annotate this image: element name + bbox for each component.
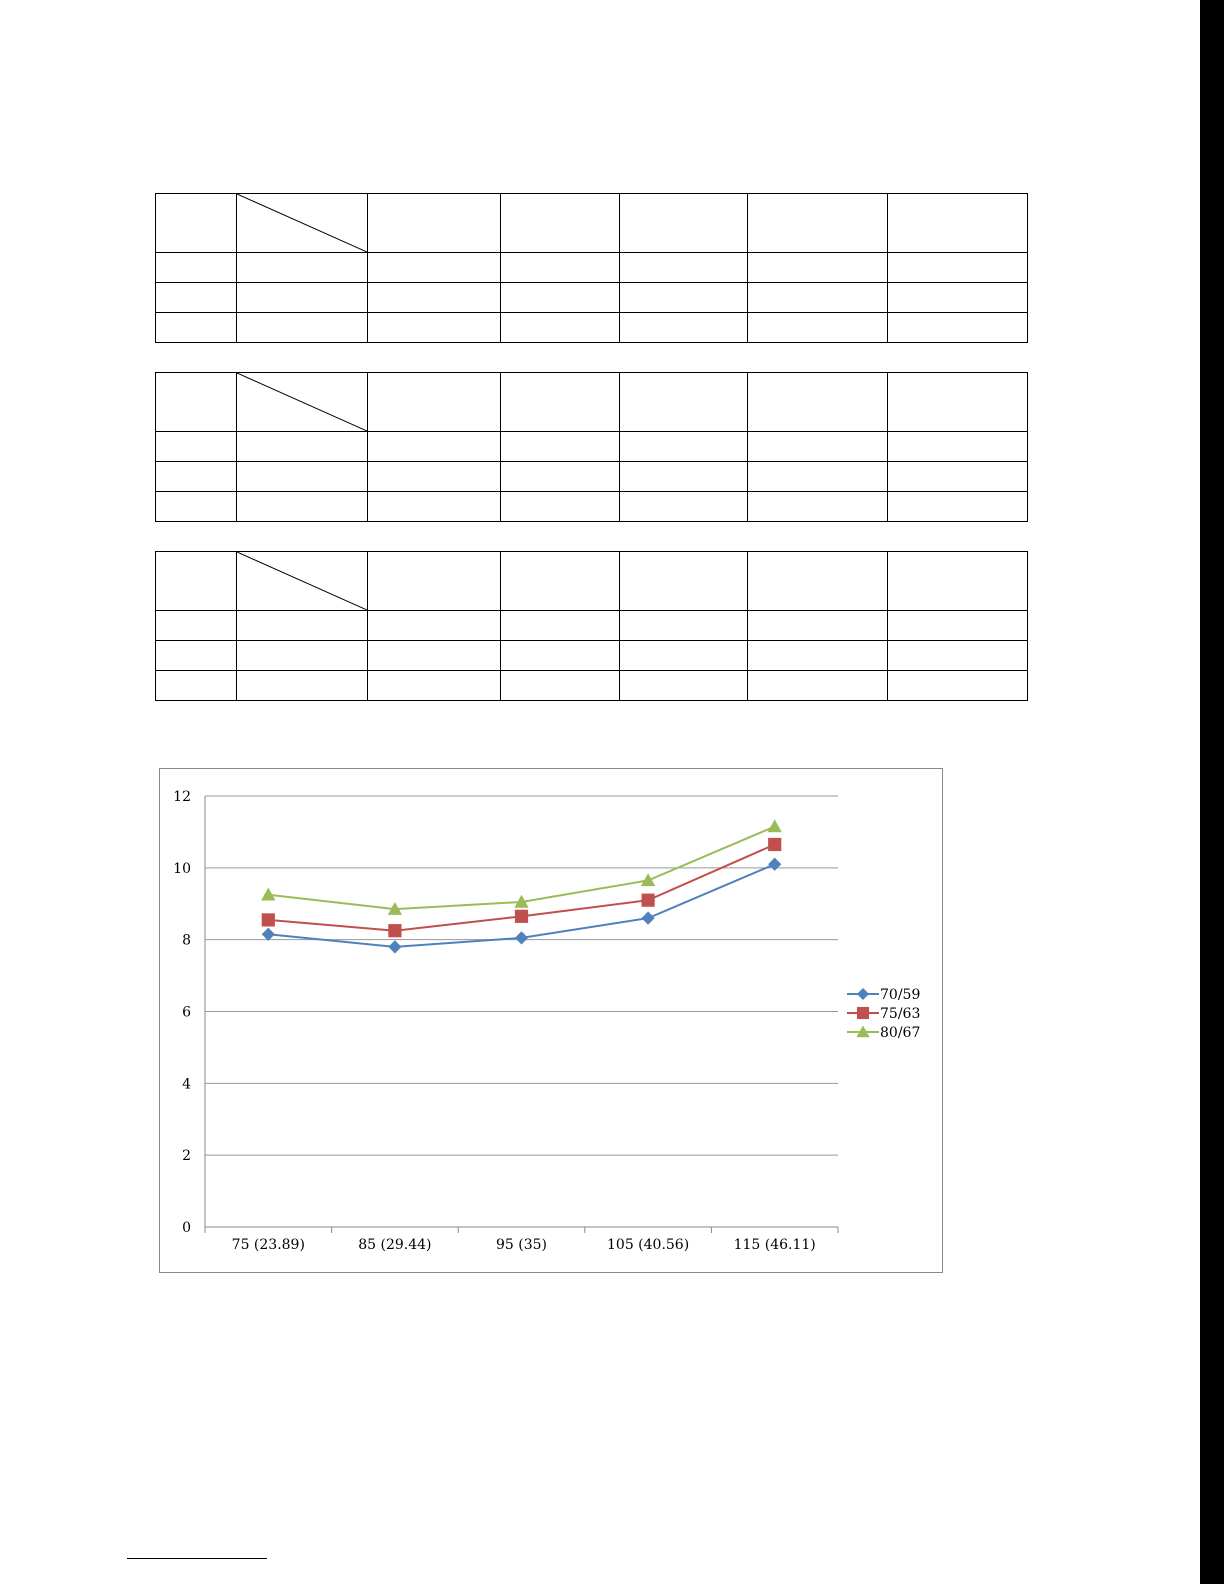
y-tick-label: 4 (182, 1076, 191, 1093)
table-cell (888, 283, 1028, 313)
y-tick-label: 2 (182, 1148, 191, 1165)
legend-label: 75/63 (880, 1006, 921, 1022)
table-cell (888, 194, 1028, 253)
table-cell (748, 432, 888, 462)
data-point (642, 912, 655, 925)
table-cell (501, 253, 620, 283)
table-cell (748, 283, 888, 313)
table-cell (620, 313, 748, 343)
table-cell (368, 671, 501, 701)
table-cell (748, 641, 888, 671)
table-cell (748, 611, 888, 641)
table-cell (501, 671, 620, 701)
table-cell (156, 253, 237, 283)
table-cell (156, 194, 237, 253)
table-cell (748, 194, 888, 253)
table-cell (748, 253, 888, 283)
x-tick-label: 105 (40.56) (607, 1237, 690, 1253)
page-edge (1200, 0, 1224, 1584)
table-cell (888, 432, 1028, 462)
table-cell (368, 313, 501, 343)
data-point (388, 940, 401, 953)
table-row (156, 313, 1028, 343)
legend-label: 70/59 (880, 987, 921, 1003)
table-cell (368, 253, 501, 283)
table-cell (368, 373, 501, 432)
table-cell (888, 552, 1028, 611)
data-point (641, 873, 655, 886)
table-cell (237, 611, 368, 641)
table-cell (237, 253, 368, 283)
table-cell (620, 611, 748, 641)
table-cell (156, 552, 237, 611)
table-cell (501, 283, 620, 313)
table-header-row (156, 373, 1028, 432)
data-point (388, 924, 401, 937)
data-point (515, 910, 528, 923)
table-cell (156, 641, 237, 671)
table-cell (888, 641, 1028, 671)
x-tick-label: 85 (29.44) (358, 1237, 432, 1253)
table-cell (748, 492, 888, 522)
table-cell (620, 492, 748, 522)
table-cell (501, 194, 620, 253)
data-table-3 (155, 551, 1028, 701)
data-point (515, 931, 528, 944)
data-point (768, 838, 781, 851)
data-table-1 (155, 193, 1028, 343)
table-cell (620, 552, 748, 611)
table-cell (368, 492, 501, 522)
table-cell (156, 283, 237, 313)
line-chart (159, 768, 943, 1273)
table-row (156, 432, 1028, 462)
table-cell (368, 641, 501, 671)
y-tick-label: 8 (182, 932, 191, 949)
y-tick-label: 10 (173, 860, 191, 877)
table-row (156, 462, 1028, 492)
table-cell (620, 641, 748, 671)
table-row (156, 641, 1028, 671)
table-row (156, 283, 1028, 313)
diagonal-header-cell (237, 552, 368, 611)
table-cell (501, 641, 620, 671)
table-cell (888, 492, 1028, 522)
table-cell (156, 462, 237, 492)
table-cell (620, 283, 748, 313)
table-cell (888, 671, 1028, 701)
x-tick-label: 75 (23.89) (231, 1237, 305, 1253)
table-header-row (156, 194, 1028, 253)
table-cell (501, 373, 620, 432)
table-cell (888, 611, 1028, 641)
table-cell (888, 253, 1028, 283)
footnote-separator (127, 1558, 267, 1559)
table-cell (237, 313, 368, 343)
table-cell (156, 313, 237, 343)
table-cell (237, 492, 368, 522)
table-row (156, 253, 1028, 283)
table-cell (237, 283, 368, 313)
table-cell (501, 432, 620, 462)
y-tick-label: 6 (182, 1004, 191, 1021)
table-cell (501, 492, 620, 522)
table-cell (156, 373, 237, 432)
table-cell (748, 373, 888, 432)
table-cell (620, 194, 748, 253)
data-point (262, 913, 275, 926)
x-tick-label: 115 (46.11) (733, 1237, 816, 1253)
table-cell (620, 253, 748, 283)
table-cell (620, 462, 748, 492)
table-cell (501, 313, 620, 343)
table-row (156, 492, 1028, 522)
table-cell (237, 641, 368, 671)
legend-marker (857, 1007, 869, 1019)
data-point (768, 858, 781, 871)
diagonal-header-cell (237, 373, 368, 432)
table-cell (368, 611, 501, 641)
table-header-row (156, 552, 1028, 611)
table-cell (156, 671, 237, 701)
data-point (768, 819, 782, 832)
table-cell (156, 492, 237, 522)
legend-label: 80/67 (880, 1025, 921, 1041)
table-cell (156, 432, 237, 462)
table-cell (237, 432, 368, 462)
table-cell (368, 432, 501, 462)
table-cell (888, 313, 1028, 343)
table-cell (620, 432, 748, 462)
table-cell (748, 462, 888, 492)
legend-marker (857, 988, 869, 1000)
table-cell (620, 373, 748, 432)
table-cell (237, 462, 368, 492)
table-cell (888, 373, 1028, 432)
table-cell (888, 462, 1028, 492)
data-table-2 (155, 372, 1028, 522)
table-cell (501, 611, 620, 641)
data-point (262, 928, 275, 941)
table-cell (748, 313, 888, 343)
x-tick-label: 95 (35) (495, 1237, 548, 1253)
table-row (156, 671, 1028, 701)
table-cell (368, 552, 501, 611)
data-point (261, 888, 275, 901)
data-point (642, 894, 655, 907)
table-cell (620, 671, 748, 701)
table-cell (368, 194, 501, 253)
table-cell (501, 462, 620, 492)
diagonal-header-cell (237, 194, 368, 253)
table-cell (156, 611, 237, 641)
y-tick-label: 12 (173, 789, 191, 805)
table-cell (237, 671, 368, 701)
y-tick-label: 0 (182, 1220, 191, 1236)
table-cell (368, 462, 501, 492)
table-cell (748, 552, 888, 611)
table-cell (748, 671, 888, 701)
table-cell (368, 283, 501, 313)
table-cell (501, 552, 620, 611)
table-row (156, 611, 1028, 641)
